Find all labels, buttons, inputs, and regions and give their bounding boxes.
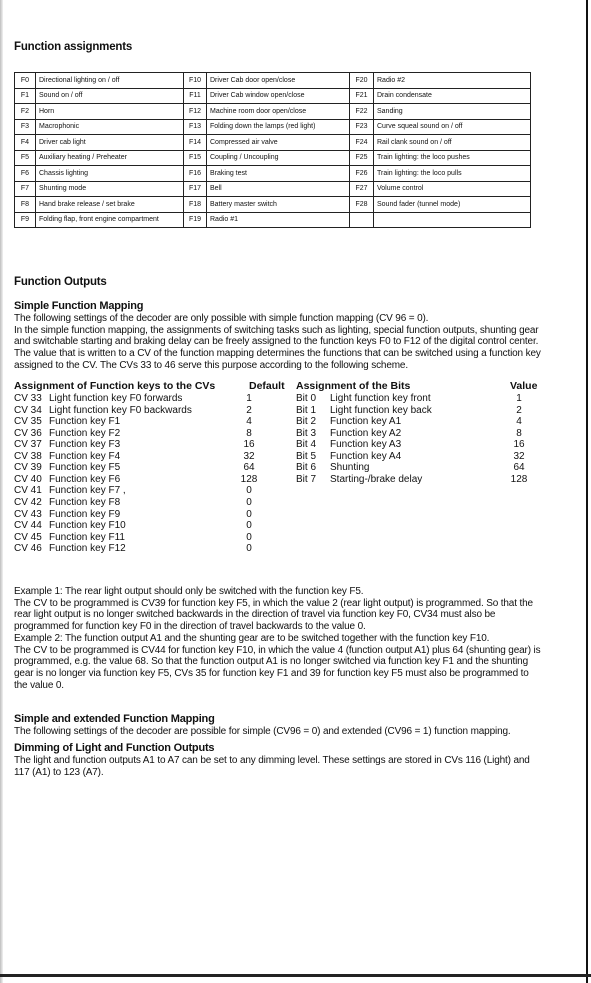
assignment-row [14,485,544,497]
function-desc-cell: Sound fader (tunnel mode) [374,197,531,213]
function-code-cell: F26 [350,166,374,182]
function-desc-cell: Braking test [207,166,350,182]
cv-default: 1 [246,393,252,404]
cv-default: 8 [246,427,252,439]
heading-function-assignments: Function assignments [14,41,133,53]
cv-description: Function key F12 [49,543,126,555]
bit-value: 32 [513,450,525,462]
bit-number: Bit 7 [296,473,317,485]
assignment-row [14,543,544,555]
bit-description: Function key A4 [330,450,402,462]
cv-number: CV 44 [14,520,42,532]
function-desc-cell: Chassis lighting [36,166,184,182]
cv-default: 0 [246,531,252,543]
bit-value: 16 [513,439,525,451]
cv-default: 64 [243,462,255,474]
cv-description: Function key F1 [49,416,121,428]
function-desc-cell: Driver Cab door open/close [207,73,350,89]
cv-description: Function key F4 [49,450,121,462]
function-code-cell: F25 [350,150,374,166]
function-code-cell: F16 [184,166,207,182]
function-code-cell: F14 [184,135,207,151]
value-header: Value [510,380,538,392]
assignment-row [14,393,544,405]
function-desc-cell: Train lighting: the loco pushes [374,150,531,166]
function-desc-cell: Compressed air valve [207,135,350,151]
simple-mapping-line-2: In the simple function mapping, the assignments of switching tasks such as lighting, special function outputs, shunting gear and switchable starting and braking delay can be freely assigned to the function keys F0 to F12 of the digital control center. [14,324,539,348]
example-1-body: The CV to be programmed is CV39 for function key F5, in which the value 2 (rear light output) is programmed. So that the rear light output is no longer switched backwards in the direction of travel via function key F0, CV34 must also be programmed for function key F0 in the direction of travel backwards to the value 0. [14,597,533,633]
cv-default: 128 [240,473,258,485]
bit-number: Bit 3 [296,427,317,439]
function-code-cell: F5 [15,150,36,166]
function-desc-cell: Sound on / off [36,88,184,104]
assignment-row [14,405,544,417]
cv-default: 0 [246,508,252,520]
cv-assignment-table [14,381,544,555]
bit-description: Starting-/brake delay [330,473,423,485]
function-code-cell: F17 [184,181,207,197]
assignment-row [14,497,544,509]
function-desc-cell: Drain condensate [374,88,531,104]
assignment-row [14,439,544,451]
cv-description: Function key F6 [49,473,121,485]
cv-number: CV 40 [14,473,42,485]
cv-description: Function key F10 [49,520,126,532]
function-code-cell: F10 [184,73,207,89]
function-table-row [15,212,531,228]
cv-number: CV 46 [14,543,42,555]
example-1-title: Example 1: The rear light output should only be switched with the function key F5. [14,586,364,597]
function-code-cell: F20 [350,73,374,89]
function-desc-cell: Bell [207,181,350,197]
function-desc-cell: Train lighting: the loco pulls [374,166,531,182]
bit-value: 128 [510,473,528,485]
function-code-cell [350,212,374,228]
example-2-body: The CV to be programmed is CV44 for function key F10, in which the value 4 (function output A1) plus 64 (shunting gear) is programmed, e.g. the value 68. So that the function output A1 is no longer switched via function key F1 and the shunting gear is no longer via function key F5, CVs 35 for function key F1 and 39 for function key F5 must also be programmed to the value 0. [14,644,541,691]
heading-function-outputs: Function Outputs [14,276,107,288]
function-code-cell: F6 [15,166,36,182]
dimming-paragraph: The light and function outputs A1 to A7 can be set to any dimming level. These settings are stored in CVs 116 (Light) and 117 (A1) to 123 (A7). [14,755,530,778]
function-code-cell: F19 [184,212,207,228]
bit-number: Bit 0 [296,393,317,404]
function-code-cell: F22 [350,104,374,120]
function-table-row [15,166,531,182]
function-desc-cell: Directional lighting on / off [36,73,184,89]
bit-description: Shunting [330,462,370,474]
function-desc-cell: Macrophonic [36,119,184,135]
bit-number: Bit 2 [296,416,317,428]
cv-number: CV 33 [14,393,42,404]
cv-default: 4 [246,416,252,428]
simple-mapping-line-1: The following settings of the decoder are only possible with simple function mapping (CV 96 = 0). [14,313,429,324]
cv-description: Function key F11 [49,531,125,543]
examples-paragraph [14,586,544,691]
cv-number: CV 43 [14,508,42,520]
function-desc-cell: Curve squeal sound on / off [374,119,531,135]
simple-mapping-line-3: The value that is written to a CV of the function mapping determines the functions that can be switched using a function key assigned to the CV. The CVs 33 to 46 serve this purpose according to the following scheme. [14,348,541,371]
bit-number: Bit 4 [296,439,317,451]
bit-value: 64 [513,462,525,474]
bit-value: 2 [516,404,522,416]
function-desc-cell: Folding down the lamps (red light) [207,119,350,135]
function-table-row [15,135,531,151]
function-code-cell: F9 [15,212,36,228]
function-code-cell: F3 [15,119,36,135]
cv-default: 0 [246,485,252,497]
bit-number: Bit 5 [296,450,317,462]
function-table-row [15,150,531,166]
simple-extended-paragraph: The following settings of the decoder are possible for simple (CV96 = 0) and extended (CV96 = 1) function mapping. [14,726,511,737]
function-code-cell: F4 [15,135,36,151]
function-table-row [15,197,531,213]
function-desc-cell: Radio #1 [207,212,350,228]
cv-default: 0 [246,496,252,508]
function-desc-cell: Folding flap, front engine compartment [36,212,184,228]
function-desc-cell: Rail clank sound on / off [374,135,531,151]
function-table-row [15,181,531,197]
bit-description: Function key A3 [330,439,402,451]
function-code-cell: F12 [184,104,207,120]
function-code-cell: F1 [15,88,36,104]
function-code-cell: F15 [184,150,207,166]
cv-number: CV 35 [14,416,42,428]
cv-assignment-header: Assignment of Function keys to the CVs [14,380,216,392]
cv-description: Light function key F0 forwards [49,393,183,404]
function-code-cell: F23 [350,119,374,135]
assignment-row [14,462,544,474]
cv-default: 16 [243,439,255,451]
function-desc-cell: Auxiliary heating / Preheater [36,150,184,166]
heading-simple-extended: Simple and extended Function Mapping [14,713,215,725]
cv-number: CV 42 [14,496,42,508]
bit-value: 4 [516,416,522,428]
function-code-cell: F27 [350,181,374,197]
cv-description: Function key F2 [49,427,121,439]
bit-description: Function key A2 [330,427,402,439]
assignment-row [14,532,544,544]
cv-description: Light function key F0 backwards [49,404,192,416]
scan-edge-left [0,0,3,983]
cv-description: Function key F5 [49,462,121,474]
heading-simple-mapping: Simple Function Mapping [14,300,144,312]
cv-number: CV 41 [14,485,42,497]
function-desc-cell: Sanding [374,104,531,120]
function-code-cell: F13 [184,119,207,135]
bit-description: Function key A1 [330,416,402,428]
function-code-cell: F11 [184,88,207,104]
function-table-row [15,119,531,135]
assignment-row [14,428,544,440]
function-code-cell: F7 [15,181,36,197]
cv-default: 0 [246,520,252,532]
function-code-cell: F21 [350,88,374,104]
cv-number: CV 37 [14,439,42,451]
cv-number: CV 36 [14,427,42,439]
function-code-cell: F18 [184,197,207,213]
assignment-row [14,520,544,532]
function-table-row [15,104,531,120]
function-desc-cell: Shunting mode [36,181,184,197]
function-code-cell: F24 [350,135,374,151]
function-code-cell: F0 [15,73,36,89]
bit-description: Light function key front [330,393,431,404]
function-desc-cell: Volume control [374,181,531,197]
scan-edge-right [586,0,588,983]
function-desc-cell: Hand brake release / set brake [36,197,184,213]
default-header: Default [249,380,285,392]
function-code-cell: F2 [15,104,36,120]
function-code-cell: F8 [15,197,36,213]
function-table-row [15,88,531,104]
function-assignment-table [14,72,531,228]
bit-description: Light function key back [330,404,432,416]
function-desc-cell [374,212,531,228]
cv-description: Function key F8 [49,496,121,508]
bit-value: 8 [516,427,522,439]
bottom-rule [0,974,591,977]
function-desc-cell: Machine room door open/close [207,104,350,120]
function-code-cell: F28 [350,197,374,213]
function-desc-cell: Driver Cab window open/close [207,88,350,104]
cv-description: Function key F9 [49,508,121,520]
bit-value: 1 [516,393,522,404]
cv-default: 0 [246,543,252,555]
bit-number: Bit 6 [296,462,317,474]
function-desc-cell: Coupling / Uncoupling [207,150,350,166]
assignment-row [14,416,544,428]
function-desc-cell: Horn [36,104,184,120]
assignment-row [14,509,544,521]
simple-mapping-paragraph [14,313,544,372]
cv-number: CV 34 [14,404,42,416]
function-table-row [15,73,531,89]
bit-number: Bit 1 [296,404,317,416]
cv-number: CV 45 [14,531,42,543]
cv-default: 2 [246,404,252,416]
cv-description: Function key F7 , [49,485,126,497]
heading-dimming: Dimming of Light and Function Outputs [14,742,215,754]
function-desc-cell: Battery master switch [207,197,350,213]
function-desc-cell: Radio #2 [374,73,531,89]
cv-default: 32 [243,450,255,462]
function-desc-cell: Driver cab light [36,135,184,151]
cv-number: CV 38 [14,450,42,462]
assignment-row [14,451,544,463]
cv-description: Function key F3 [49,439,121,451]
assignment-row [14,474,544,486]
cv-number: CV 39 [14,462,42,474]
example-2-title: Example 2: The function output A1 and the shunting gear are to be switched together with the function key F10. [14,632,490,644]
bits-header: Assignment of the Bits [296,380,411,392]
